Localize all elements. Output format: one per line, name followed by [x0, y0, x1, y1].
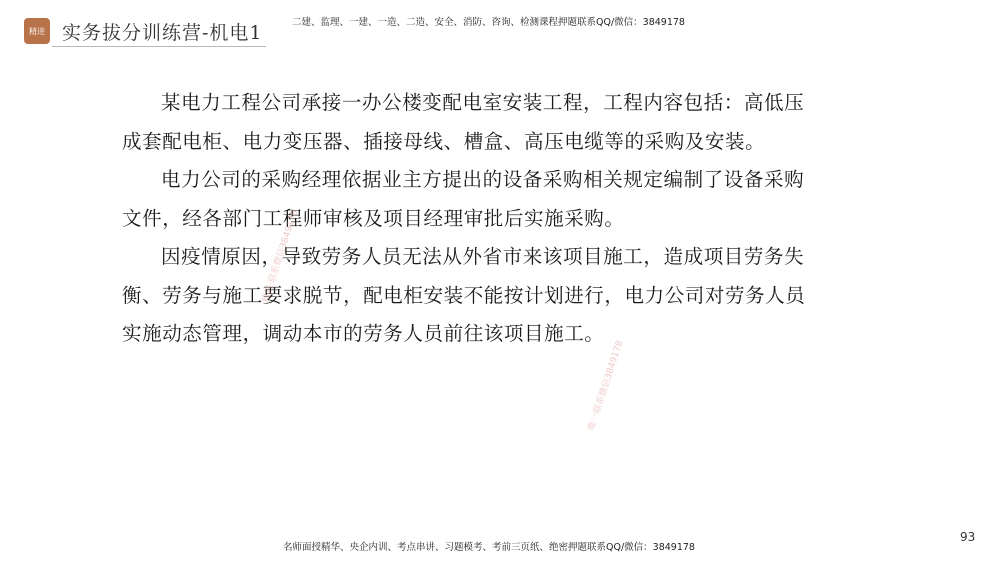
- logo-text: 精进: [29, 26, 45, 36]
- title-underline: [52, 46, 266, 47]
- watermark-2: 唯一联系微信3849178: [586, 339, 626, 433]
- paragraph-3: 因疫情原因，导致劳务人员无法从外省市来该项目施工，造成项目劳务失衡、劳务与施工要求脱节，配电柜安装不能按计划进行，电力公司对劳务人员实施动态管理，调动本市的劳务人员前往该项目施工。: [122, 245, 806, 345]
- paragraph-1: 某电力工程公司承接一办公楼变配电室安装工程，工程内容包括：高低压成套配电柜、电力变压器、插接母线、槽盒、高压电缆等的采购及安装。: [122, 91, 805, 153]
- content-body: [122, 84, 812, 354]
- page-number: 93: [960, 530, 976, 544]
- course-title: 实务拔分训练营-机电1: [62, 22, 263, 44]
- logo-badge: [24, 18, 50, 44]
- paragraph-2: 电力公司的采购经理依据业主方提出的设备采购相关规定编制了设备采购文件，经各部门工程师审核及项目经理审批后实施采购。: [122, 168, 805, 230]
- footer-ad-text: 名师面授精华、央企内训、考点串讲、习题模考、考前三页纸、绝密押题联系QQ/微信：3849178: [283, 542, 695, 553]
- header-ad-text: 二建、监理、一建、一造、二造、安全、消防、咨询、检测课程押题联系QQ/微信：3849178: [292, 17, 685, 28]
- watermark-1: 精进·联系微信3849178: [260, 208, 301, 305]
